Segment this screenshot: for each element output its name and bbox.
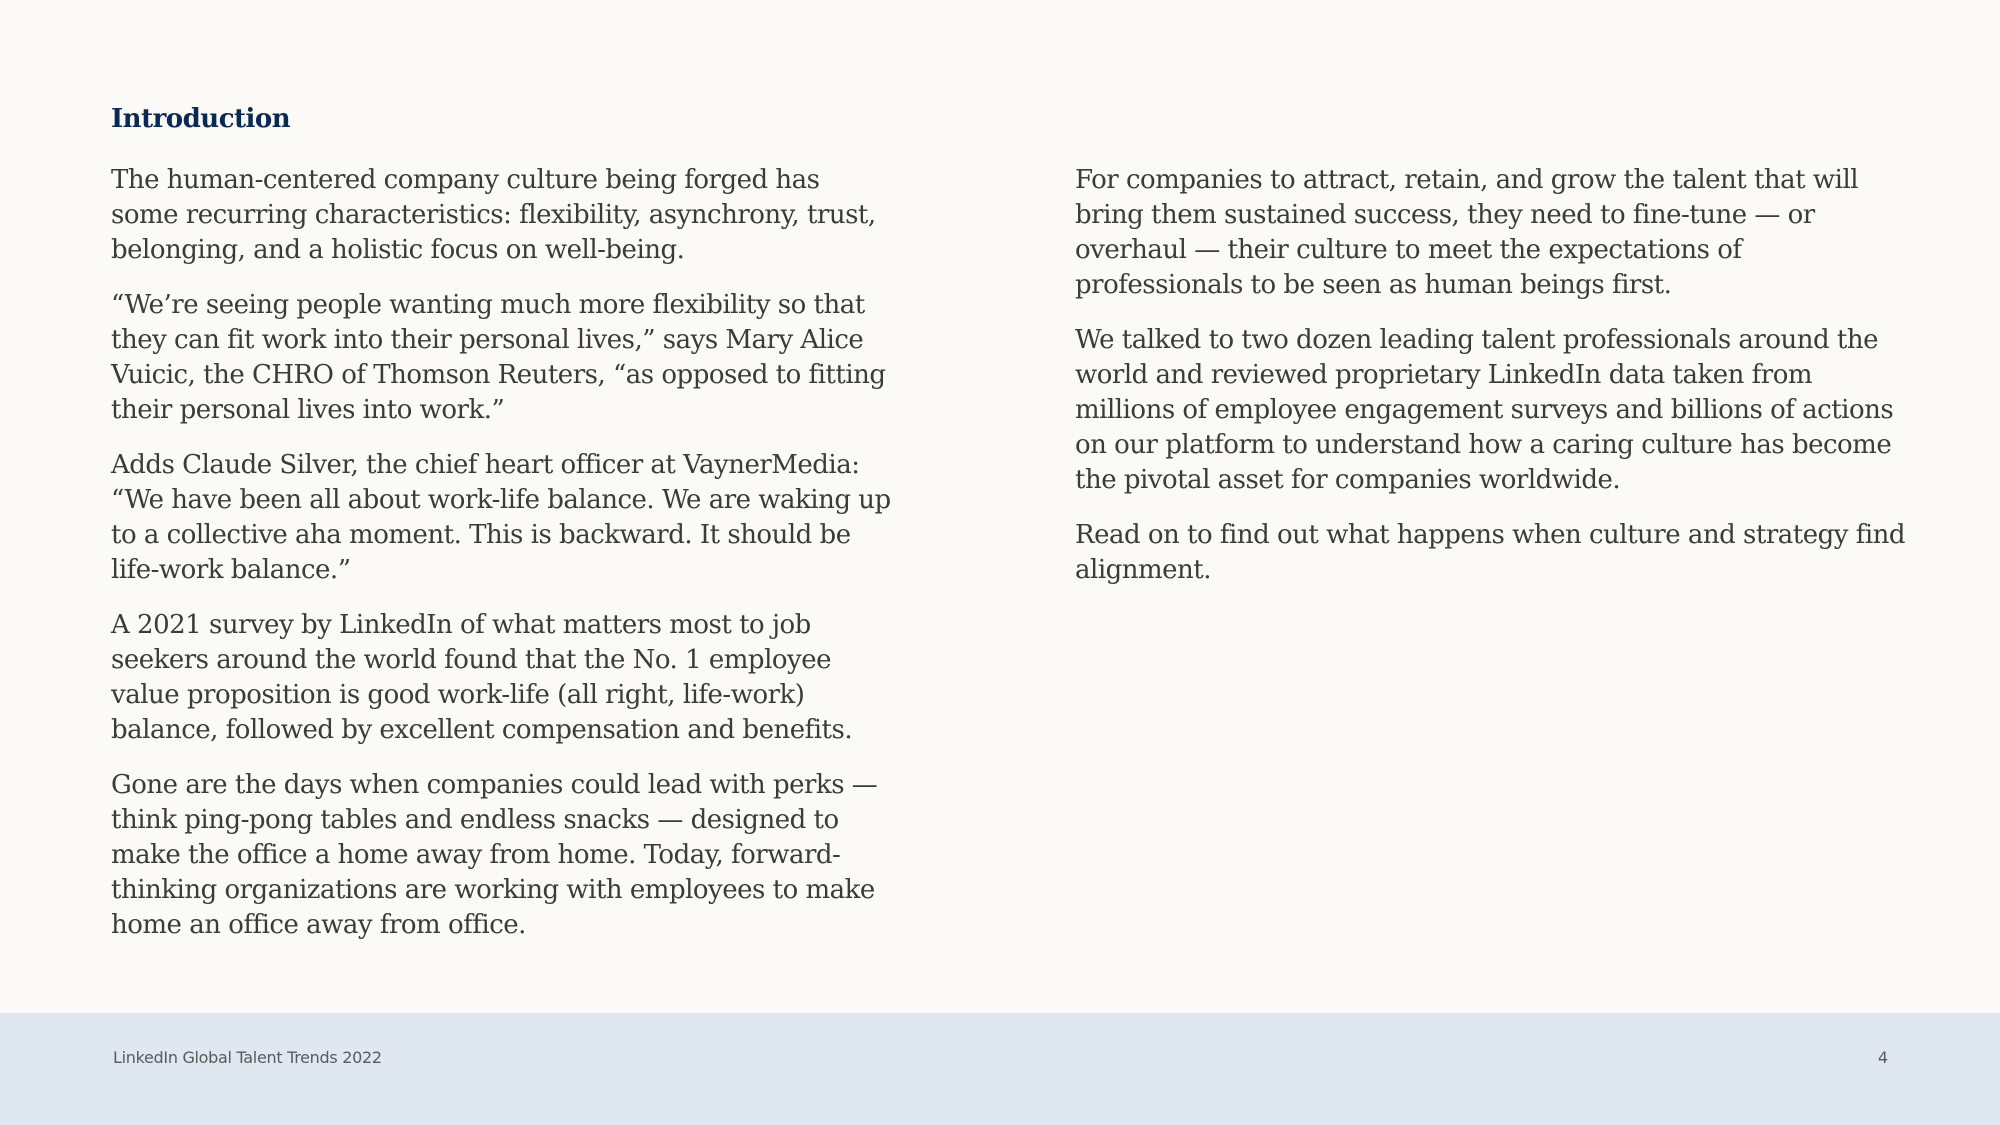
footer-band [0, 1013, 2000, 1125]
paragraph: We talked to two dozen leading talent professionals around the world and reviewed proprietary LinkedIn data taken from millions of employee engagement surveys and billions of actions on our platform to understand how a caring culture has become the pivotal asset for companies worldwide. [1075, 325, 1894, 495]
paragraph: “We’re seeing people wanting much more flexibility so that they can fit work into their personal lives,” says Mary Alice Vuicic, the CHRO of Thomson Reuters, “as opposed to fitting their personal lives into work.” [111, 290, 886, 425]
paragraph: A 2021 survey by LinkedIn of what matters most to job seekers around the world found that the No. 1 employee value proposition is good work-life (all right, life-work) balance, followed by excellent compensation and benefits. [111, 610, 853, 745]
paragraph: Read on to find out what happens when culture and strategy find alignment. [1075, 520, 1906, 585]
paragraph: Gone are the days when companies could lead with perks — think ping-pong tables and endless snacks — designed to make the office a home away from home. Today, forward-thinking organizations are working with employees to make home an office away from office. [111, 770, 878, 940]
paragraph: Adds Claude Silver, the chief heart officer at VaynerMedia: “We have been all about work-life balance. We are waking up to a collective aha moment. This is backward. It should be life-work balance.” [111, 450, 891, 585]
section-title: Introduction [111, 104, 291, 134]
paragraph: For companies to attract, retain, and grow the talent that will bring them sustained success, they need to fine-tune — or overhaul — their culture to meet the expectations of professionals to be seen as human beings first. [1075, 165, 1859, 300]
left-column [111, 163, 891, 963]
page-number: 4 [1877, 1048, 1888, 1067]
right-column [1075, 163, 1915, 608]
paragraph: The human-centered company culture being forged has some recurring characteristics: flexibility, asynchrony, trust, belonging, and a holistic focus on well-being. [111, 165, 876, 265]
footer-publication-title: LinkedIn Global Talent Trends 2022 [113, 1048, 382, 1067]
